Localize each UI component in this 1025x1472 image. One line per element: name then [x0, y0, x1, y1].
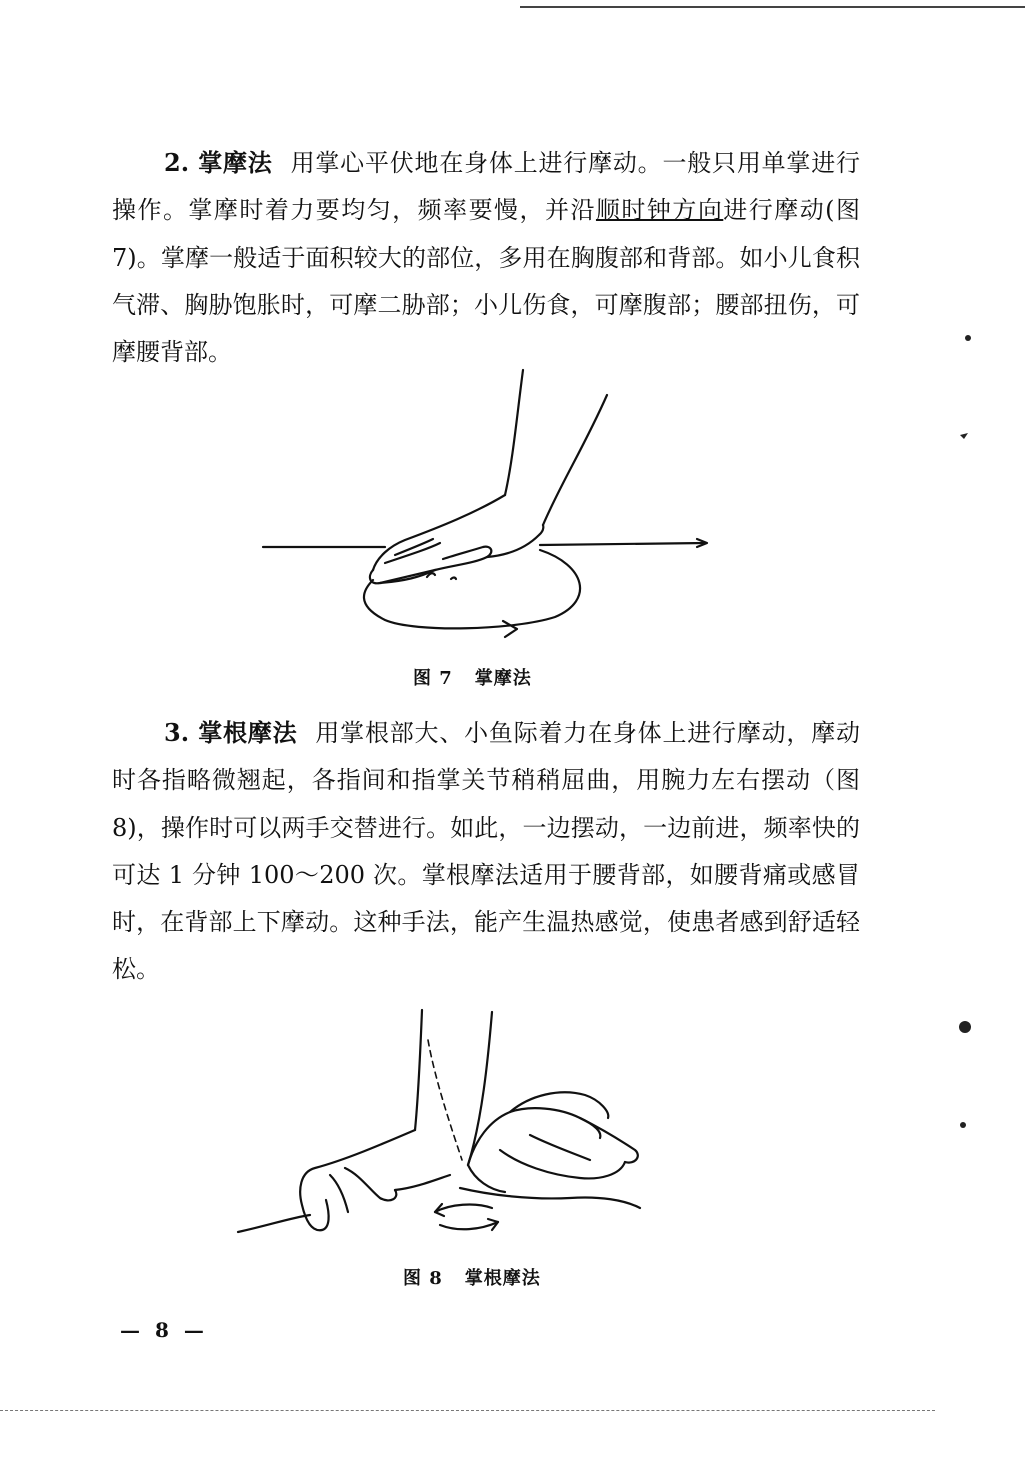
figure-7-palm-rubbing-illustration — [255, 365, 715, 645]
scan-speck — [955, 1015, 985, 1045]
bottom-rule — [0, 1410, 935, 1411]
figure-8-caption — [403, 1264, 541, 1290]
figure-8-number: 图 8 — [403, 1268, 443, 1289]
section-3-text: 用掌根部大、小鱼际着力在身体上进行摩动，摩动时各指略微翘起，各指间和指掌关节稍稍屈曲，用腕力左右摆动（图 8)，操作时可以两手交替进行。如此，一边摆动，一边前进，频率快的可达 1 分钟 100～200 次。掌根摩法适用于腰背部，如腰背痛或感冒时，在背部上下摩动。这种手法，能产生温热感觉，使患者感到舒适轻松。 — [112, 719, 860, 984]
figure-7-caption — [413, 664, 532, 690]
scan-speck — [955, 1115, 975, 1135]
section-2-underlined-text: 顺时钟方向 — [595, 196, 724, 225]
page-number: — 8 — — [120, 1318, 208, 1342]
figure-8-title: 掌根摩法 — [464, 1268, 541, 1289]
section-2-text-after: 进行摩动(图 7)。掌摩一般适于面积较大的部位，多用在胸腹部和背部。如小儿食积气滞、胸胁饱胀时，可摩二胁部；小儿伤食，可摩腹部；腰部扭伤，可摩腰背部。 — [112, 196, 861, 367]
figure-7-title: 掌摩法 — [474, 668, 532, 689]
figure-7-number: 图 7 — [413, 668, 453, 689]
scan-speck — [958, 425, 988, 445]
section-3-heading: 3. 掌根摩法 — [164, 718, 298, 747]
section-2-text-before: 用掌心平伏地在身体上进行摩动。一般只用单掌进行操作。掌摩时着力要均匀，频率要慢，并沿 — [112, 149, 860, 225]
figure-8-palm-root-rubbing-illustration — [230, 1000, 650, 1250]
scan-speck — [960, 330, 980, 350]
top-rule — [520, 6, 1025, 8]
paragraph-section-2 — [112, 139, 860, 376]
paragraph-section-3 — [112, 709, 860, 994]
section-2-heading: 2. 掌摩法 — [164, 148, 273, 177]
